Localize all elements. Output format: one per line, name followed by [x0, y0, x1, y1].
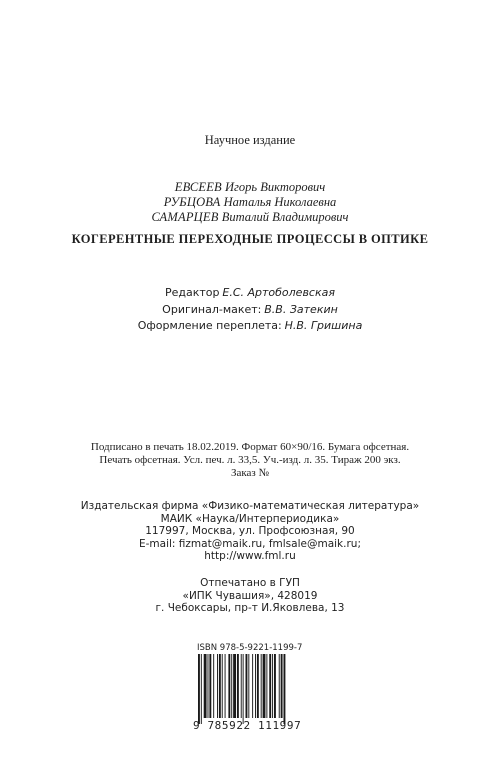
publisher-line: http://www.fml.ru	[204, 550, 296, 563]
author-given-name: Наталья Николаевна	[223, 195, 337, 209]
print-details	[0, 441, 500, 480]
credit-line	[0, 302, 500, 319]
barcode-graphic	[194, 654, 310, 724]
credit-role: Оформление переплета:	[137, 319, 282, 332]
print-line: Печать офсетная. Усл. печ. л. 33,5. Уч.-изд. л. 35. Тираж 200 экз.	[99, 454, 401, 466]
author-surname: ЕВСЕЕВ	[174, 180, 222, 194]
author-given-name: Игорь Викторович	[225, 180, 326, 194]
isbn-label: ISBN 978-5-9221-1199-7	[197, 643, 303, 653]
print-line: Подписано в печать 18.02.2019. Формат 60×90/16. Бумага офсетная.	[90, 441, 410, 453]
credit-line	[0, 318, 500, 335]
author-surname: РУБЦОВА	[163, 195, 221, 209]
publisher-block	[0, 500, 500, 563]
credit-person: Н.В. Гришина	[284, 319, 363, 332]
credit-role: Редактор	[164, 286, 220, 299]
book-title: КОГЕРЕНТНЫЕ ПЕРЕХОДНЫЕ ПРОЦЕССЫ В ОПТИКЕ	[71, 232, 429, 246]
printer-line: г. Чебоксары, пр-т И.Яковлева, 13	[155, 602, 345, 614]
credit-person: Е.С. Артоболевская	[222, 286, 335, 299]
publisher-line: Издательская фирма «Физико-математическая литература»	[80, 500, 420, 512]
author-surname: САМАРЦЕВ	[151, 210, 219, 224]
publisher-line: МАИК «Наука/Интерпериодика»	[160, 512, 340, 525]
author-given-name: Виталий Владимирович	[221, 210, 349, 224]
printer-block	[0, 577, 500, 615]
authors-list	[0, 180, 500, 225]
author-line	[0, 210, 500, 225]
publisher-line: 117997, Москва, ул. Профсоюзная, 90	[145, 525, 355, 538]
publisher-line: E-mail: fizmat@maik.ru, fmlsale@maik.ru;	[139, 537, 361, 550]
printer-line: «ИПК Чувашия», 428019	[182, 589, 318, 602]
credit-line	[0, 285, 500, 302]
credit-role: Оригинал-макет:	[162, 302, 262, 316]
credits-block	[0, 285, 500, 335]
author-line	[0, 180, 500, 195]
author-line	[0, 195, 500, 210]
edition-label: Научное издание	[204, 133, 296, 147]
barcode-digits: 9 785922 111997	[193, 719, 302, 732]
printer-line: Отпечатано в ГУП	[200, 577, 300, 589]
credit-person: В.В. Затекин	[264, 302, 338, 316]
print-line: Заказ №	[230, 467, 270, 479]
